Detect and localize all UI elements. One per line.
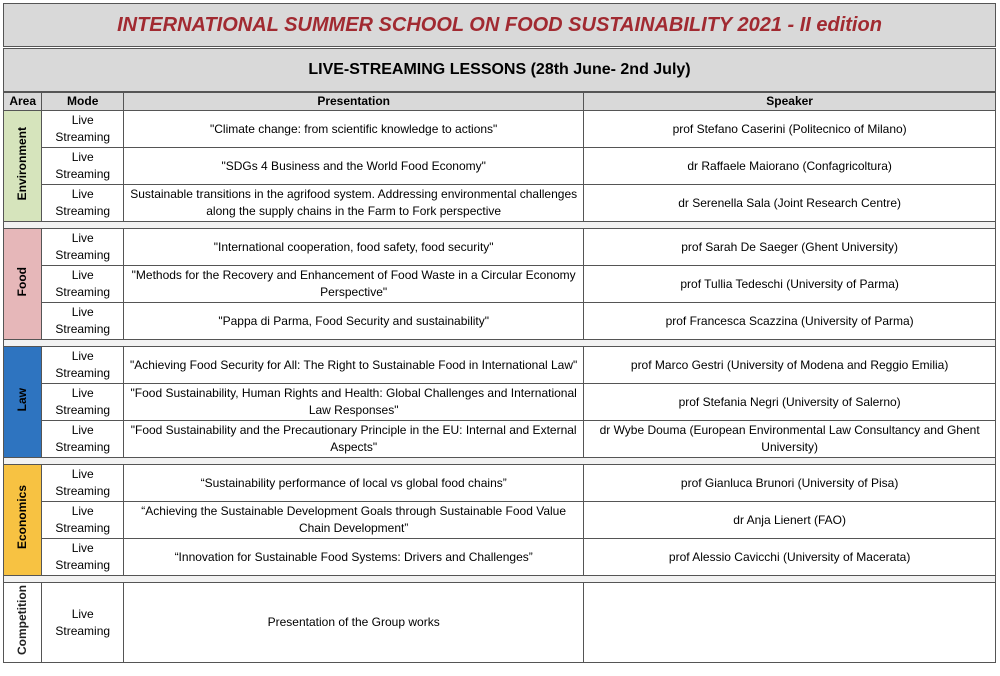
- table-row: [4, 111, 996, 148]
- table-row: [4, 185, 996, 222]
- speaker-cell: dr Anja Lienert (FAO): [584, 502, 996, 539]
- table-row: [4, 583, 996, 663]
- mode-cell: Live Streaming: [42, 539, 124, 576]
- presentation-cell: "Methods for the Recovery and Enhancement of Food Waste in a Circular Economy Perspective": [124, 266, 584, 303]
- column-header-area: Area: [4, 93, 42, 111]
- presentation-cell: “Sustainability performance of local vs global food chains”: [124, 465, 584, 502]
- speaker-cell: prof Stefano Caserini (Politecnico of Milano): [584, 111, 996, 148]
- table-row: [4, 421, 996, 458]
- presentation-cell: "Food Sustainability, Human Rights and Health: Global Challenges and International Law Responses": [124, 384, 584, 421]
- speaker-cell: dr Wybe Douma (European Environmental Law Consultancy and Ghent University): [584, 421, 996, 458]
- mode-cell: Live Streaming: [42, 421, 124, 458]
- presentation-cell: "Pappa di Parma, Food Security and sustainability": [124, 303, 584, 340]
- mode-cell: Live Streaming: [42, 148, 124, 185]
- presentation-cell: "International cooperation, food safety, food security": [124, 229, 584, 266]
- mode-cell: Live Streaming: [42, 502, 124, 539]
- speaker-cell: prof Tullia Tedeschi (University of Parma): [584, 266, 996, 303]
- presentation-cell: "Food Sustainability and the Precautionary Principle in the EU: Internal and External Aspects": [124, 421, 584, 458]
- mode-cell: Live Streaming: [42, 266, 124, 303]
- mode-cell: Live Streaming: [42, 347, 124, 384]
- table-row: [4, 303, 996, 340]
- section-divider: [4, 458, 996, 465]
- area-environment: Environment: [4, 111, 42, 222]
- speaker-cell: prof Alessio Cavicchi (University of Macerata): [584, 539, 996, 576]
- schedule-table: [3, 92, 996, 663]
- table-row: [4, 148, 996, 185]
- speaker-cell: prof Francesca Scazzina (University of Parma): [584, 303, 996, 340]
- section-divider: [4, 222, 996, 229]
- table-row: [4, 229, 996, 266]
- document-subtitle: LIVE-STREAMING LESSONS (28th June- 2nd July): [3, 48, 996, 92]
- speaker-cell: prof Marco Gestri (University of Modena and Reggio Emilia): [584, 347, 996, 384]
- presentation-cell: "Climate change: from scientific knowledge to actions": [124, 111, 584, 148]
- speaker-cell: dr Serenella Sala (Joint Research Centre): [584, 185, 996, 222]
- table-header-row: [4, 93, 996, 111]
- presentation-cell: “Achieving the Sustainable Development Goals through Sustainable Food Value Chain Development”: [124, 502, 584, 539]
- speaker-cell: prof Gianluca Brunori (University of Pisa): [584, 465, 996, 502]
- table-row: [4, 539, 996, 576]
- mode-cell: Live Streaming: [42, 111, 124, 148]
- area-law: Law: [4, 347, 42, 458]
- table-row: [4, 347, 996, 384]
- presentation-cell: “Innovation for Sustainable Food Systems: Drivers and Challenges”: [124, 539, 584, 576]
- column-header-speaker: Speaker: [584, 93, 996, 111]
- mode-cell: Live Streaming: [42, 465, 124, 502]
- area-food: Food: [4, 229, 42, 340]
- document-title: INTERNATIONAL SUMMER SCHOOL ON FOOD SUSTAINABILITY 2021 - II edition: [3, 3, 996, 47]
- presentation-cell: "Achieving Food Security for All: The Right to Sustainable Food in International Law": [124, 347, 584, 384]
- mode-cell: Live Streaming: [42, 384, 124, 421]
- section-divider: [4, 340, 996, 347]
- speaker-cell: prof Stefania Negri (University of Salerno): [584, 384, 996, 421]
- table-row: [4, 502, 996, 539]
- mode-cell: Live Streaming: [42, 185, 124, 222]
- area-economics: Economics: [4, 465, 42, 576]
- column-header-presentation: Presentation: [124, 93, 584, 111]
- section-divider: [4, 576, 996, 583]
- presentation-cell: Presentation of the Group works: [124, 583, 584, 663]
- table-row: [4, 384, 996, 421]
- area-competition: Competition: [4, 583, 42, 663]
- speaker-cell: dr Raffaele Maiorano (Confagricoltura): [584, 148, 996, 185]
- table-row: [4, 266, 996, 303]
- table-row: [4, 465, 996, 502]
- mode-cell: Live Streaming: [42, 303, 124, 340]
- presentation-cell: "SDGs 4 Business and the World Food Economy": [124, 148, 584, 185]
- column-header-mode: Mode: [42, 93, 124, 111]
- mode-cell: Live Streaming: [42, 583, 124, 663]
- mode-cell: Live Streaming: [42, 229, 124, 266]
- speaker-cell: [584, 583, 996, 663]
- speaker-cell: prof Sarah De Saeger (Ghent University): [584, 229, 996, 266]
- presentation-cell: Sustainable transitions in the agrifood system. Addressing environmental challenges along the supply chains in the Farm to Fork perspective: [124, 185, 584, 222]
